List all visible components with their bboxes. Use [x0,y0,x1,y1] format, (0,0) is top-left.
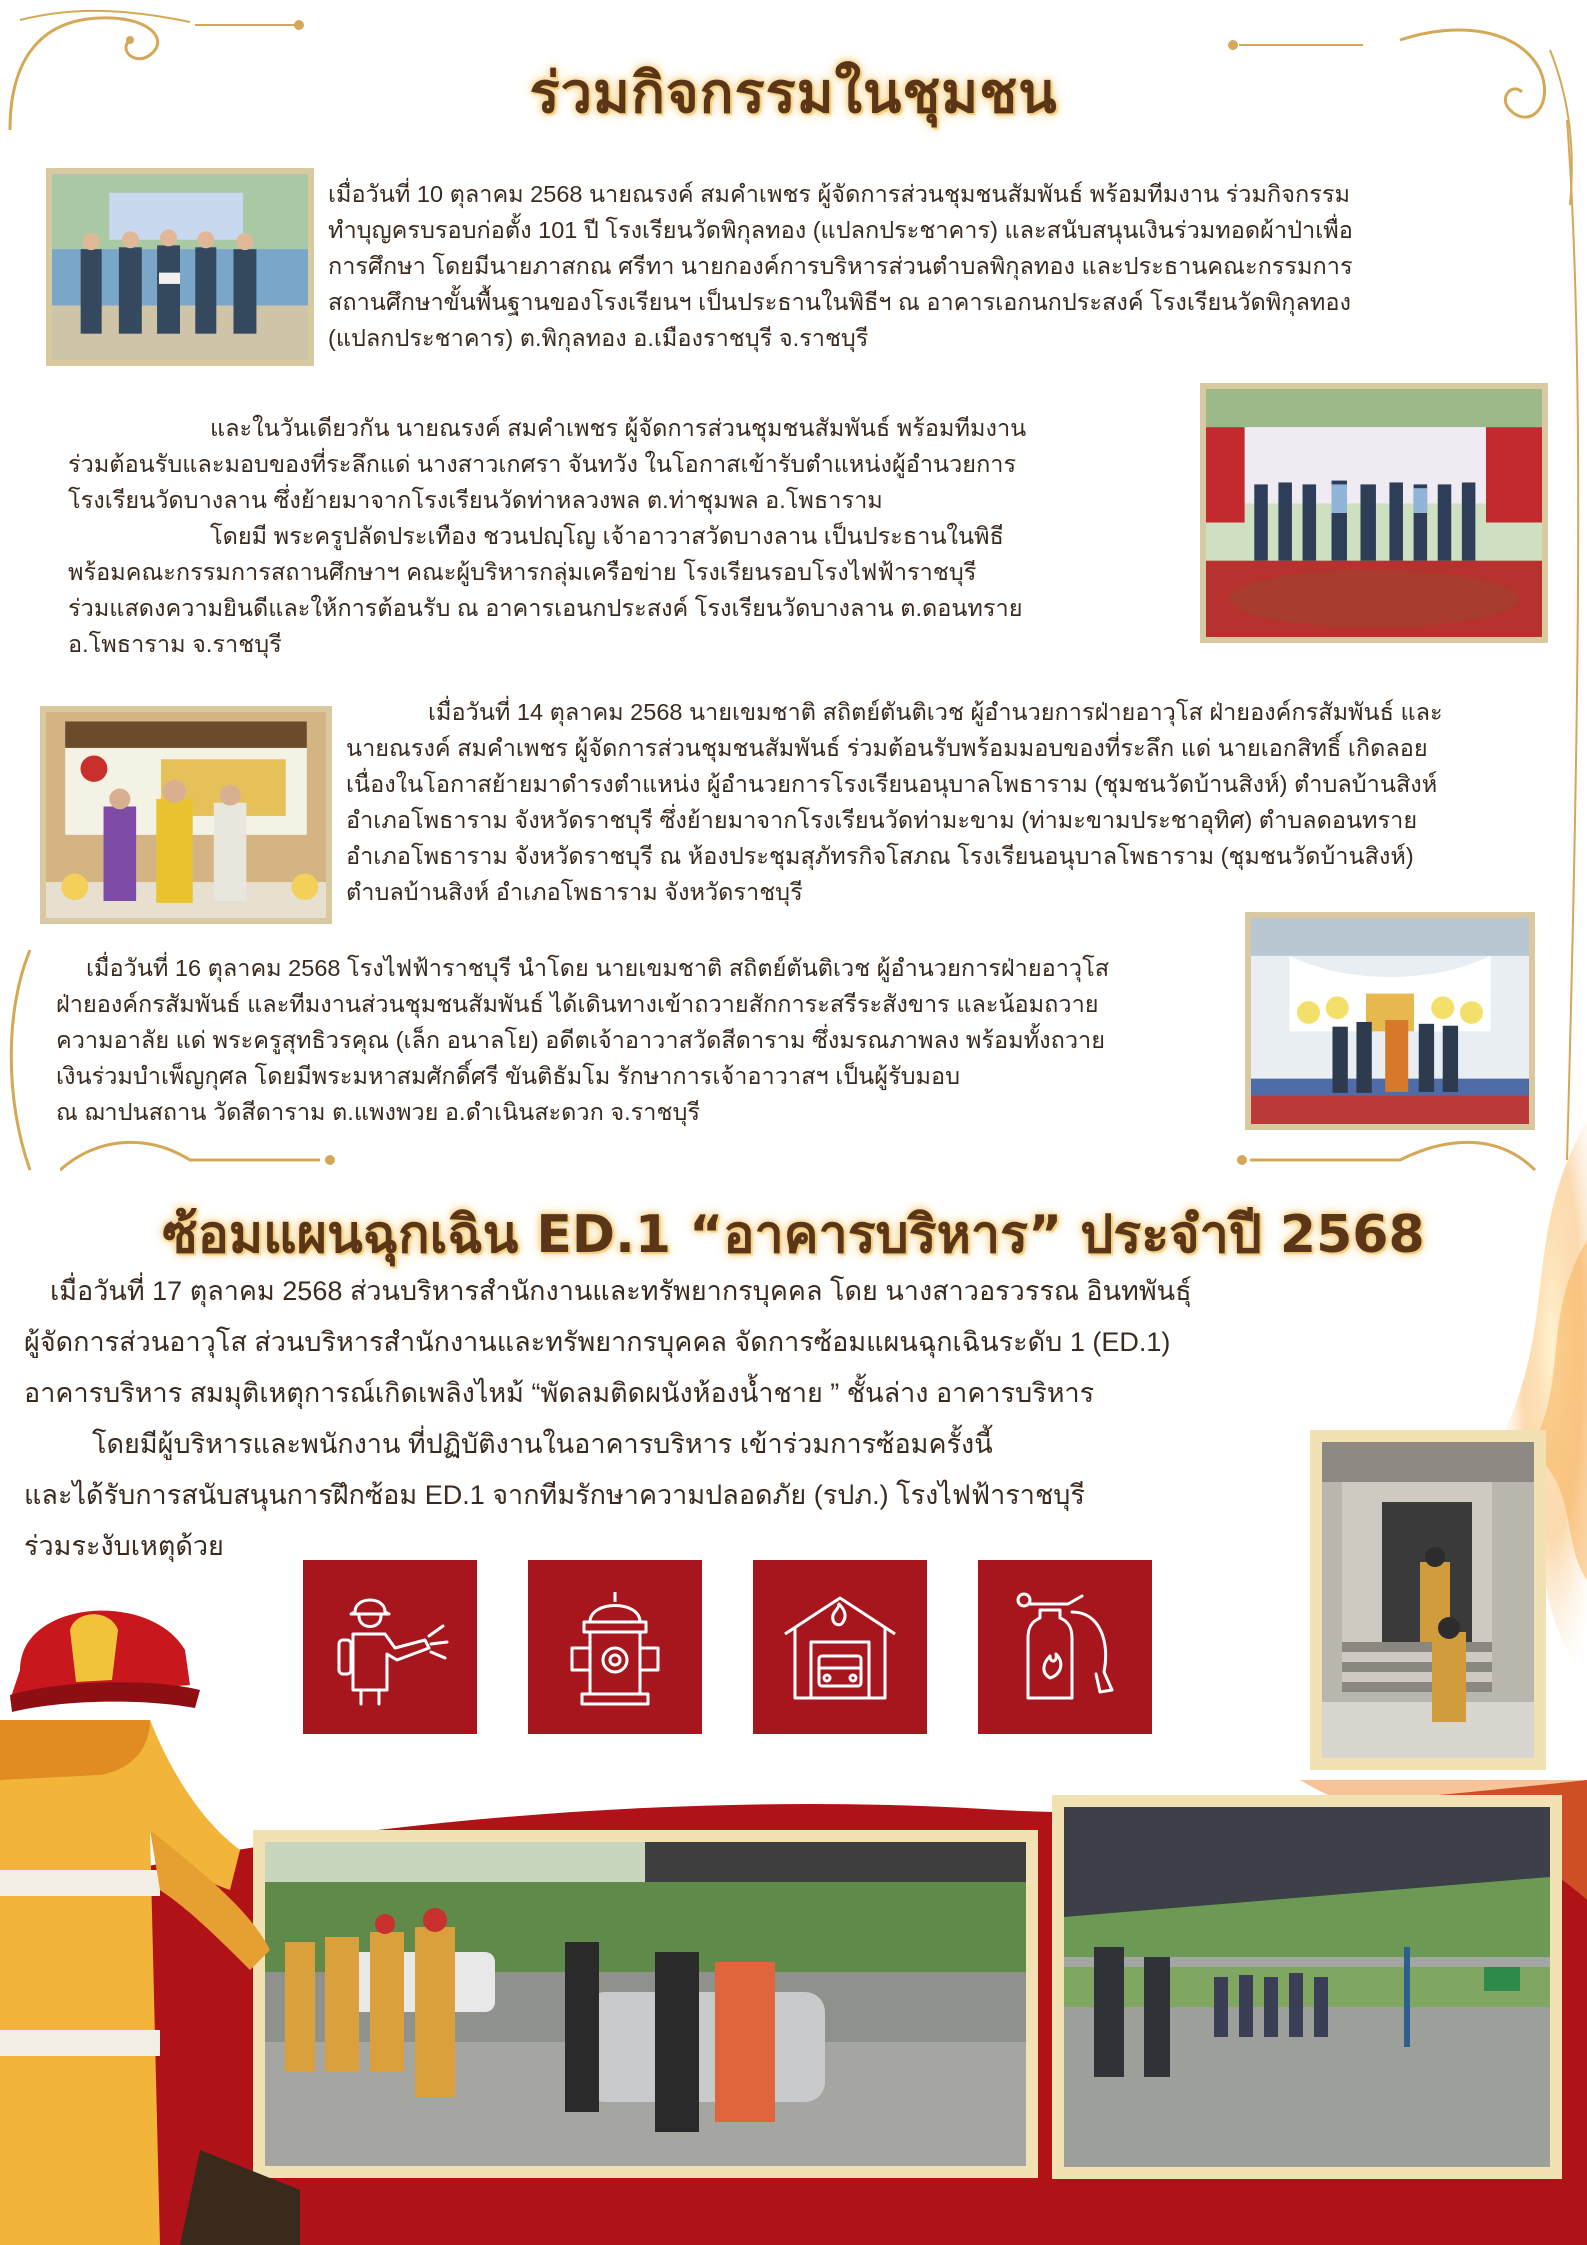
fire-hydrant-icon [550,1582,680,1712]
firefighter-icon-tile [303,1560,477,1734]
drill-line: และได้รับการสนับสนุนการฝึกซ้อม ED.1 จากทีมรักษาความปลอดภัย (รปภ.) โรงไฟฟ้าราชบุรี [24,1480,1085,1510]
item3-line: เมื่อวันที่ 14 ตุลาคม 2568 นายเขมชาติ สถิตย์ตันติเวช ผู้อำนวยการฝ่ายอาวุโส ฝ่ายองค์กรสัมพันธ์ และ [428,699,1443,725]
photo-temple-funeral [1245,912,1535,1130]
item3-line: อำเภอโพธาราม จังหวัดราชบุรี ณ ห้องประชุมสุภัทรกิจโสภณ โรงเรียนอนุบาลโพธาราม (ชุมชนวัดบ้านสิงห์) [346,843,1414,869]
fire-hydrant-icon-tile [528,1560,702,1734]
item4-text [56,950,1246,1130]
drill-line: เมื่อวันที่ 17 ตุลาคม 2568 ส่วนบริหารสำนักงานและทรัพยากรบุคคล โดย นางสาวอรวรรณ อินทพันธุ์ [50,1276,1192,1306]
item3-text [346,694,1571,910]
item1-line: ทำบุญครบรอบก่อตั้ง 101 ปี โรงเรียนวัดพิกุลทอง (แปลกประชาคาร) และสนับสนุนเงินร่วมทอดผ้าป่าเพื่อ [328,217,1353,243]
item2-line: พร้อมคณะกรรมการสถานศึกษาฯ คณะผู้บริหารกลุ่มเครือข่าย โรงเรียนรอบโรงไฟฟ้าราชบุรี [68,559,977,585]
item2-text [68,410,1198,662]
item4-line: ฝ่ายองค์กรสัมพันธ์ และทีมงานส่วนชุมชนสัมพันธ์ ได้เดินทางเข้าถวายสักการะสรีระสังขาร และน้อมถวาย [56,991,1099,1017]
item2-line: โดยมี พระครูปลัดประเทือง ชวนปญฺโญ เจ้าอาวาสวัดบางลาน เป็นประธานในพิธี [210,523,1004,549]
drill-line: โดยมีผู้บริหารและพนักงาน ที่ปฏิบัติงานในอาคารบริหาร เข้าร่วมการซ้อมครั้งนี้ [92,1429,993,1459]
firefighter-icon [325,1582,455,1712]
photo-kindergarten-director [40,706,332,924]
ornament-line-top-left [195,18,305,32]
side-flourish-left [0,950,40,1180]
photo-fire-team-drill [265,1842,1026,2166]
item2-line: ร่วมต้อนรับและมอบของที่ระลึกแด่ นางสาวเกศรา จันทวัง ในโอกาสเข้ารับตำแหน่งผู้อำนวยการ [68,451,1017,477]
fire-extinguisher-icon-tile [978,1560,1152,1734]
item3-line: นายณรงค์ สมคำเพชร ผู้จัดการส่วนชุมชนสัมพันธ์ ร่วมต้อนรับพร้อมมอบของที่ระลึก แด่ นายเอกสิทธิ์ เกิดลอย [346,735,1428,761]
item4-line: ความอาลัย แด่ พระครูสุทธิวรคุณ (เล็ก อนาลโย) อดีตเจ้าอาวาสวัดสีดาราม ซึ่งมรณภาพลง พร้อมทั้งถวาย [56,1027,1105,1053]
photo-evacuation-stairs [1322,1442,1534,1758]
photo-frame-assembly [1052,1795,1562,2179]
firefighter-illustration [0,1590,300,2245]
item3-line: ตำบลบ้านสิงห์ อำเภอโพธาราม จังหวัดราชบุรี [346,879,803,905]
item2-line: และในวันเดียวกัน นายณรงค์ สมคำเพชร ผู้จัดการส่วนชุมชนสัมพันธ์ พร้อมทีมงาน [210,415,1027,441]
drill-line: อาคารบริหาร สมมุติเหตุการณ์เกิดเพลิงไหม้ “พัดลมติดผนังห้องน้ำชาย ” ชั้นล่าง อาคารบริหาร [24,1378,1095,1408]
section-title-emergency-drill: ซ้อมแผนฉุกเฉิน ED.1 “อาคารบริหาร” ประจำปี 2568 [162,1205,1425,1265]
photo-frame-fire-team [253,1830,1038,2178]
fire-station-icon-tile [753,1560,927,1734]
item4-line: เงินร่วมบำเพ็ญกุศล โดยมีพระมหาสมศักดิ์ศรี ขันติธัมโม รักษาการเจ้าอาวาสฯ เป็นผู้รับมอบ [56,1063,961,1089]
item3-line: อำเภอโพธาราม จังหวัดราชบุรี ซึ่งย้ายมาจากโรงเรียนวัดท่ามะขาม (ท่ามะขามประชาอุทิศ) ตำบลดอนทราย [346,807,1418,833]
item2-line: ร่วมแสดงความยินดีและให้การต้อนรับ ณ อาคารเอนกประสงค์ โรงเรียนวัดบางลาน ต.ดอนทราย [68,595,1023,621]
photo-new-director-welcome [1200,383,1548,643]
item1-line: สถานศึกษาขั้นพื้นฐานของโรงเรียนฯ เป็นประธานในพิธีฯ ณ อาคารเอกนกประสงค์ โรงเรียนวัดพิกุลทอง [328,289,1351,315]
section-title-community: ร่วมกิจกรรมในชุมชน [529,61,1058,126]
fire-extinguisher-icon [1000,1582,1130,1712]
drill-line: ผู้จัดการส่วนอาวุโส ส่วนบริหารสำนักงานและทรัพยากรบุคคล จัดการซ้อมแผนฉุกเฉินระดับ 1 (ED.1) [24,1327,1171,1357]
item1-line: เมื่อวันที่ 10 ตุลาคม 2568 นายณรงค์ สมคำเพชร ผู้จัดการส่วนชุมชนสัมพันธ์ พร้อมทีมงาน ร่วมกิจกรรม [328,181,1350,207]
item1-text [328,176,1558,356]
drill-text [24,1266,1444,1572]
item1-line: การศึกษา โดยมีนายภาสกณ ศรีทา นายกองค์การบริหารส่วนตำบลพิกุลทอง และประธานคณะกรรมการ [328,253,1353,279]
photo-school-anniversary [46,168,314,366]
item1-line: (แปลกประชาคาร) ต.พิกุลทอง อ.เมืองราชบุรี จ.ราชบุรี [328,325,869,351]
item4-line: เมื่อวันที่ 16 ตุลาคม 2568 โรงไฟฟ้าราชบุรี นำโดย นายเขมชาติ สถิตย์ตันติเวช ผู้อำนวยการฝ่ายอาวุโส [86,955,1110,981]
item4-line: ณ ฌาปนสถาน วัดสีดาราม ต.แพงพวย อ.ดำเนินสะดวก จ.ราชบุรี [56,1099,700,1125]
photo-frame-evacuation [1310,1430,1546,1770]
item3-line: เนื่องในโอกาสย้ายมาดำรงตำแหน่ง ผู้อำนวยการโรงเรียนอนุบาลโพธาราม (ชุมชนวัดบ้านสิงห์) ตำบลบ้านสิงห์ [346,771,1438,797]
item2-line: โรงเรียนวัดบางลาน ซึ่งย้ายมาจากโรงเรียนวัดท่าหลวงพล ต.ท่าชุมพล อ.โพธาราม [68,487,883,513]
photo-assembly-point [1064,1807,1550,2167]
item2-line: อ.โพธาราม จ.ราชบุรี [68,631,282,657]
drill-line: ร่วมระงับเหตุด้วย [24,1531,224,1561]
fire-station-icon [775,1582,905,1712]
